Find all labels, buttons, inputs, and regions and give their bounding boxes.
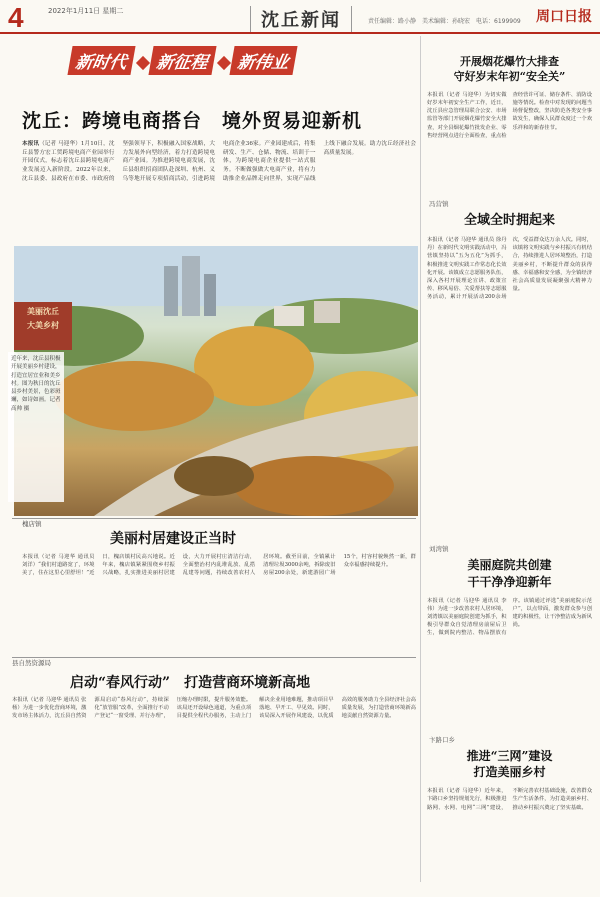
story-bianlukou <box>421 727 596 897</box>
story-kicker: 槐店镇 <box>22 520 42 528</box>
right-column <box>420 36 596 882</box>
story-headline: 美丽庭院共创建 <box>467 557 552 572</box>
story-headline: 启动“春风行动” 打造营商环境新高地 <box>70 675 311 691</box>
diamond-icon <box>136 56 150 70</box>
page-number: 4 <box>8 2 24 33</box>
story-body: 本报讯（记者 马迎华）近年来，卞路口乡坚持规划先行，积极推进路网、水网、电网“三网”建设，不断完善农村基础设施，改善群众生产生活条件，为打造美丽乡村、推动乡村振兴奠定了坚实基础。 <box>427 788 592 811</box>
banner-word: 新时代 <box>67 46 135 75</box>
photo-caption: 近年来，沈丘县积极开展美丽乡村建设，打造宜居宜业和美乡村。图为秋日的沈丘县乡村美景，色彩斑斓，如诗如画。记者 高帅 摄 <box>8 352 64 502</box>
story-kicker: 刘湾镇 <box>429 544 449 553</box>
date-line: 2022年1月11日 星期二 <box>48 7 124 15</box>
story-headline: 推进“三网”建设 <box>466 748 553 763</box>
story-kicker: 冯营镇 <box>429 199 449 208</box>
story-body: 本报讯（记者 马迎华 通讯员 刘洋）“我们村道路宽了，环境美了，住在这里心里舒坦！”近日，槐店镇村民高兴地说。近年来，槐店镇紧紧围绕乡村振兴战略，扎实推进美丽村居建设，大力开展村庄清洁行动，全面整治村内乱堆乱放、乱搭乱建等问题，持续改善农村人居环境。截至目前，全镇累计清理垃圾3000余吨，拆除废旧房屋200余处，新建游园广场15个，村容村貌焕然一新，群众幸福感持续提升。 <box>22 554 416 577</box>
slogan-banner <box>70 46 330 78</box>
lead-text: （记者 马迎华）1月10日，沈丘县警方宏工贸跨境电商产业园举行开园仪式，标志着沈丘县跨境电商产业发展迈入新阶段。2022年以来，沈丘县委、县政府在市委、市政府的坚强领导下，积极融入国家战略，大力发展外向型经济，着力打造跨境电商产业园。为推进跨境电商发展，沈丘县组织招商团队赴深圳、杭州、义乌等地开展专项招商活动，引进跨境电商企业36家。产业园建成后，将集研发、生产、仓储、物流、培训于一体，为跨境电商企业提供一站式服务。不断做强做大电商产业，将有力助推企业品牌走向世界，实现产品线上线下融合发展。助力沈丘经济社会高质量发展。 <box>22 141 416 182</box>
story-headline: 干干净净迎新年 <box>467 574 552 589</box>
diamond-icon <box>217 56 231 70</box>
photo-badge <box>14 302 72 350</box>
story-body: 本报讯（记者 马迎华 通讯员 李伟）为进一步改善农村人居环境，刘湾镇以美丽庭院创建为抓手，积极引导群众自觉清理房前屋后卫生，做到院内整洁、物品摆放有序。该镇通过评选“美丽庭院示范户”，以点带面，激发群众参与创建的积极性，让干净整洁成为新风尚。 <box>427 597 592 637</box>
lead-headline: 沈丘：跨境电商搭台 境外贸易迎新机 <box>22 110 363 132</box>
story-kicker: 县自然资源局 <box>12 659 51 667</box>
lead-article-body <box>22 140 416 240</box>
editor-credits: 责任编辑：路小静 美术编辑：孙晓宏 电话：6199909 <box>368 18 521 25</box>
story-headline: 守好岁末年初“安全关” <box>453 70 566 84</box>
story-headline: 开展烟花爆竹大排查 <box>460 55 559 68</box>
photo-illustration <box>14 246 418 516</box>
story-headline: 全域全时拥起来 <box>463 212 555 228</box>
divider <box>12 657 416 658</box>
story-fengying <box>421 191 596 536</box>
badge-line: 美丽沈丘 <box>27 306 59 316</box>
story-fireworks <box>421 36 596 191</box>
story-body: 本报讯（记者 马迎华 通讯员 张杨）为进一步优化营商环境，激发市场主体活力，沈丘县自然资源局启动“春风行动”，持续深化“放管服”改革，全面推行不动产登记“一窗受理、并行办理”，压缩办理时限，提升服务效能。该局还开设绿色通道，为重点项目提供全程代办服务，主动上门解决企业用地难题，推动项目早落地、早开工、早见效。同时，该局深入开展作风建设，以优质高效的服务助力全县经济社会高质量发展，为打造营商环境新高地贡献自然资源力量。 <box>12 697 416 720</box>
byline: 本报讯 <box>22 141 40 147</box>
badge-line: 大美乡村 <box>27 320 59 331</box>
story-body: 本报讯（记者 马迎华 通讯员 徐丹丹）在新时代文明实践活动中，冯营镇坚持以“五为五化”为抓手，积极推进文明实践工作常态化长效化开展。该镇成立志愿服务队伍，深入各村开展理论宣讲、政策宣传、移风易俗、关爱帮扶等志愿服务活动，累计开展活动200余场次，受益群众达万余人次。同时，该镇将文明实践与乡村振兴有机结合，持续推进人居环境整治，打造美丽乡村，不断提升群众的获得感、幸福感和安全感，为全镇经济社会高质量发展凝聚强大精神力量。 <box>427 236 592 301</box>
masthead <box>0 0 600 34</box>
divider <box>12 518 416 519</box>
story-headline: 打造美丽乡村 <box>473 765 546 780</box>
paper-logo: 周口日报 <box>536 9 592 25</box>
story-kicker: 卞路口乡 <box>429 735 455 744</box>
story-liuwan <box>421 536 596 727</box>
banner-word: 新伟业 <box>229 46 297 75</box>
landscape-photo <box>14 246 418 516</box>
banner-word: 新征程 <box>148 46 216 75</box>
section-title: 沈丘新闻 <box>250 6 352 32</box>
story-body: 本报讯（记者 马迎华）为切实做好岁末年初安全生产工作，近日，沈丘县应急管理局联合公安、市场监管等部门开展烟花爆竹安全大排查，对全县烟花爆竹批发企业、零售经营网点进行全面检查，重点检查经营许可证、储存条件、消防设施等情况。检查中对发现的问题当场督促整改，坚决防范各类安全事故发生，确保人民群众度过一个欢乐祥和的新春佳节。 <box>427 91 592 139</box>
story-headline: 美丽村居建设正当时 <box>110 531 236 547</box>
